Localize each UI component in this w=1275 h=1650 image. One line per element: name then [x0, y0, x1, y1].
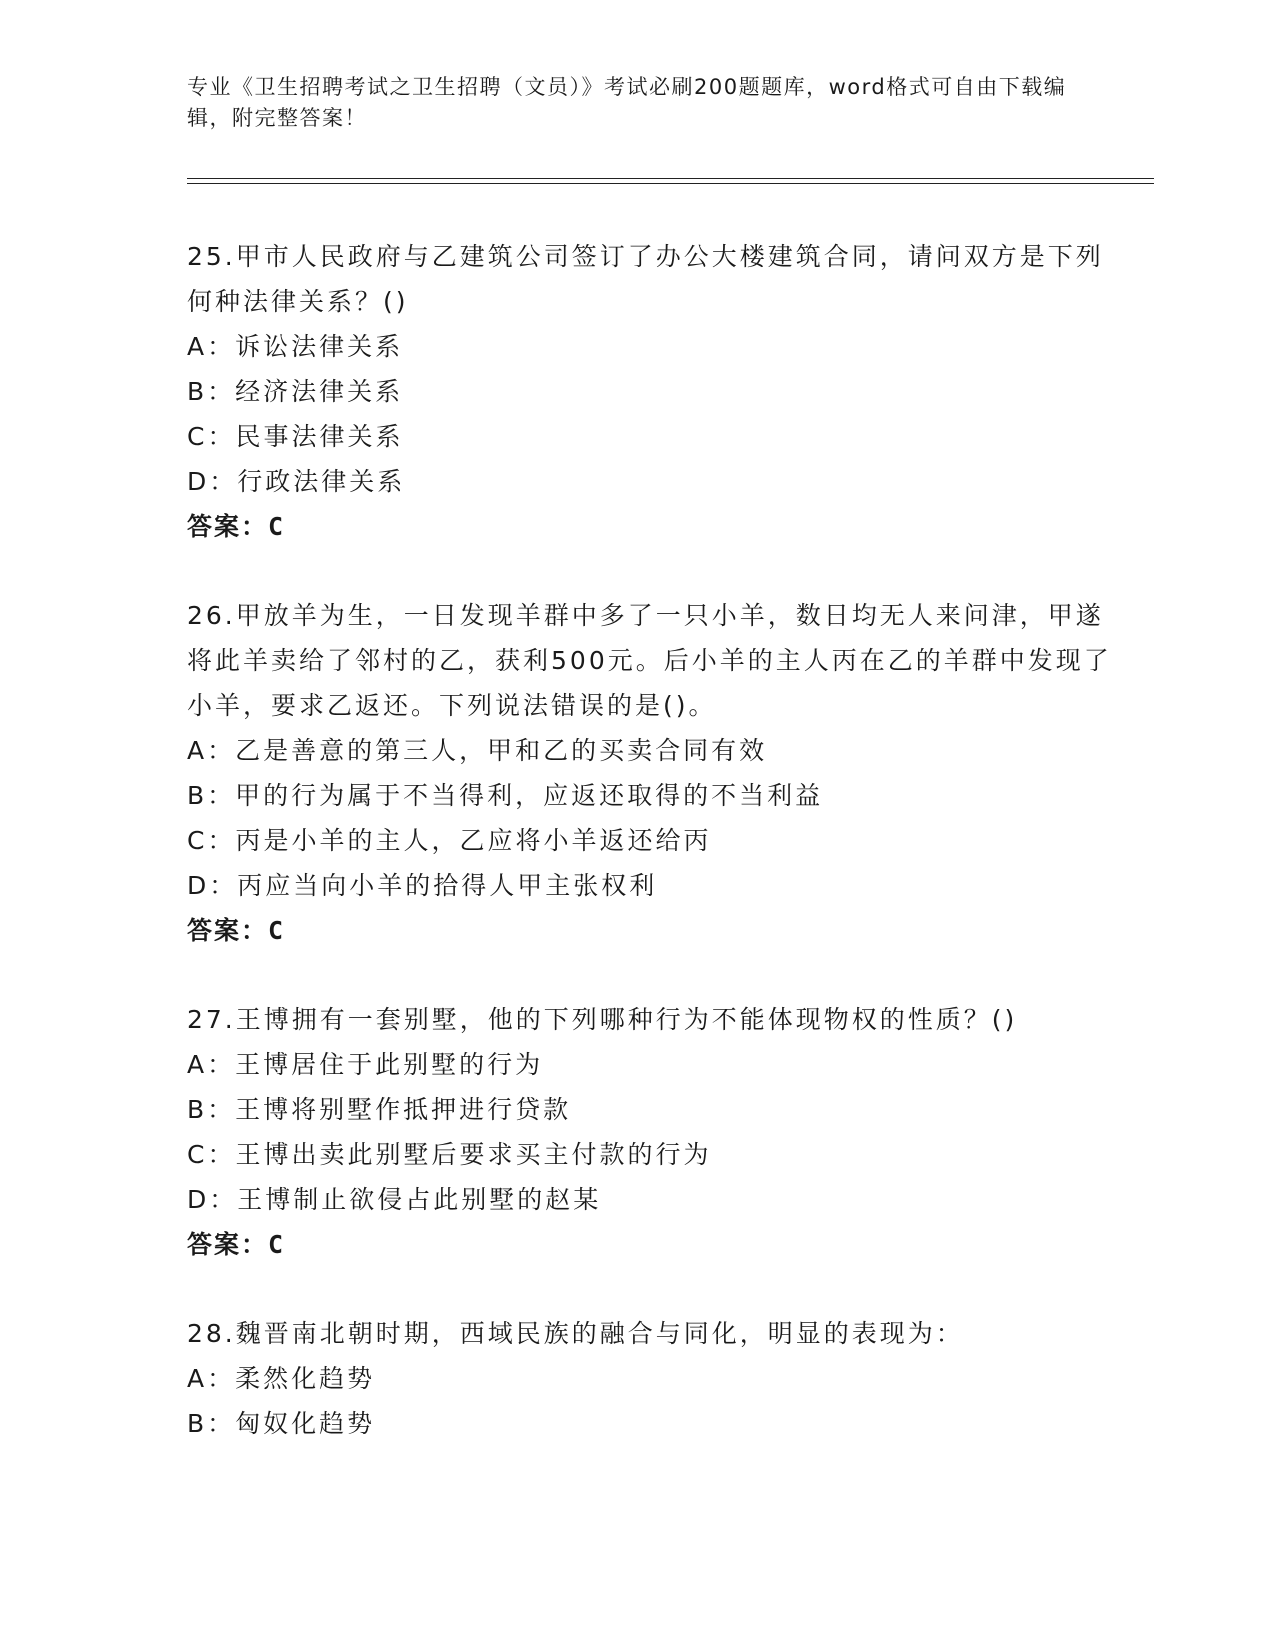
answer-line [187, 1222, 1127, 1267]
option-b: B：经济法律关系 [187, 377, 404, 406]
question-stem: 28.魏晋南北朝时期，西域民族的融合与同化，明显的表现为： [187, 1319, 964, 1348]
option-c: C：丙是小羊的主人，乙应将小羊返还给丙 [187, 826, 712, 855]
option-c: C：民事法律关系 [187, 422, 404, 451]
question-stem: 25.甲市人民政府与乙建筑公司签订了办公大楼建筑合同，请问双方是下列何种法律关系？() [187, 242, 1104, 316]
question-stem: 27.王博拥有一套别墅，他的下列哪种行为不能体现物权的性质？() [187, 1005, 1018, 1034]
option-d: D：行政法律关系 [187, 467, 406, 496]
question-stem: 26.甲放羊为生，一日发现羊群中多了一只小羊，数日均无人来问津，甲遂将此羊卖给了邻村的乙，获利500元。后小羊的主人丙在乙的羊群中发现了小羊，要求乙返还。下列说法错误的是()。 [187, 601, 1112, 720]
document-header: 专业《卫生招聘考试之卫生招聘（文员）》考试必刷200题题库，word格式可自由下载编辑，附完整答案！ [187, 75, 1067, 130]
option-d: D：王博制止欲侵占此别墅的赵某 [187, 1185, 602, 1214]
option-a: A：乙是善意的第三人，甲和乙的买卖合同有效 [187, 736, 768, 765]
header-divider-bottom [187, 183, 1154, 184]
question-25 [187, 234, 1127, 549]
answer-line [187, 908, 1127, 953]
question-26 [187, 593, 1127, 953]
option-c: C：王博出卖此别墅后要求买主付款的行为 [187, 1140, 712, 1169]
answer-label: 答案： [187, 512, 269, 541]
question-27 [187, 997, 1127, 1267]
option-a: A：王博居住于此别墅的行为 [187, 1050, 544, 1079]
option-d: D：丙应当向小羊的拾得人甲主张权利 [187, 871, 658, 900]
question-28 [187, 1311, 1127, 1446]
answer-label: 答案： [187, 916, 269, 945]
option-a: A：诉讼法律关系 [187, 332, 404, 361]
header-divider-top [187, 178, 1154, 179]
answer-line [187, 504, 1127, 549]
answer-label: 答案： [187, 1230, 269, 1259]
answer-value: C [268, 916, 286, 945]
question-list [187, 234, 1127, 1490]
option-b: B：王博将别墅作抵押进行贷款 [187, 1095, 572, 1124]
option-b: B：甲的行为属于不当得利，应返还取得的不当利益 [187, 781, 824, 810]
option-b: B：匈奴化趋势 [187, 1409, 376, 1438]
answer-value: C [268, 512, 286, 541]
answer-value: C [268, 1230, 286, 1259]
option-a: A：柔然化趋势 [187, 1364, 376, 1393]
